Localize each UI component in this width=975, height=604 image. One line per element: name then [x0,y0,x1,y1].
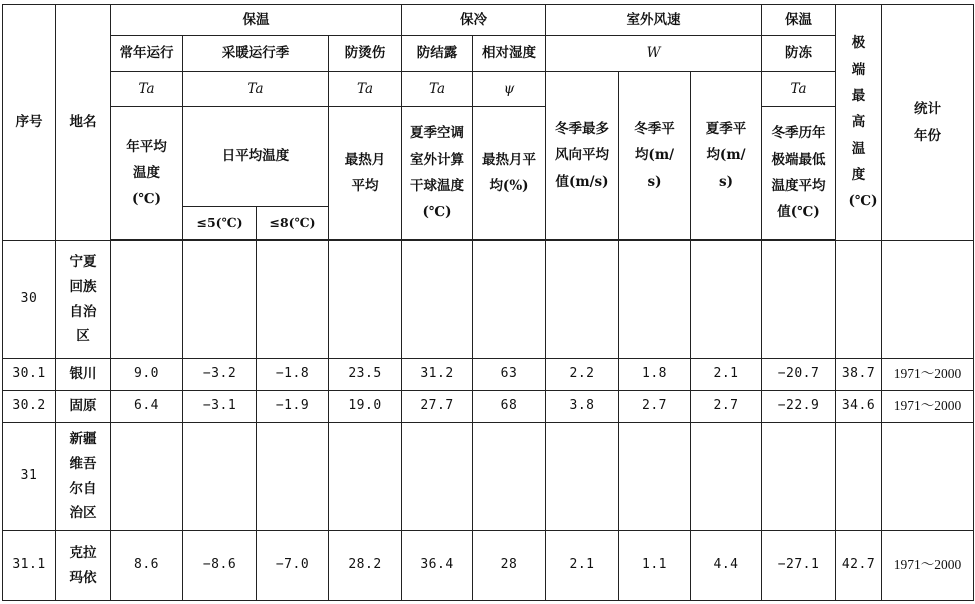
row-cell: 68 [473,391,546,423]
col-place-header: 地名 [56,5,111,241]
row-cell [619,423,691,531]
row-cell [691,241,762,359]
symbol-psi: ψ [473,72,546,107]
symbol-ta-scald: Ta [329,72,402,107]
row-place [56,391,111,423]
row-cell [836,241,882,359]
symbol-ta-dew: Ta [402,72,473,107]
desc-daily: 日平均温度 [183,107,329,207]
desc-summer-ac-text: 夏季空调室外计算干球温度(℃) [410,125,464,221]
desc-winter-min-text: 冬季历年极端最低温度平均值(℃) [771,125,826,221]
row-cell [473,423,546,531]
table-row [3,241,974,359]
symbol-ta-heating: Ta [183,72,329,107]
row-cell: 8.6 [111,531,183,601]
row-cell [882,241,974,359]
desc-hottest-humidity-text: 最热月平均(%) [482,151,536,194]
row-cell: 2.2 [546,359,619,391]
sub-humidity: 相对湿度 [473,36,546,72]
row-cell: −8.6 [183,531,257,601]
row-cell: −3.1 [183,391,257,423]
table-row [3,531,974,601]
row-cell [882,423,974,531]
col-years-header [882,5,974,241]
row-place-text: 银川 [69,366,97,383]
table-row [3,359,974,391]
row-cell [257,423,329,531]
sub-normal-run: 常年运行 [111,36,183,72]
col-seq-header: 序号 [3,5,56,241]
row-cell: 1971～2000 [882,359,974,391]
years-header-text: 统计年份 [914,101,942,144]
row-seq: 31 [3,423,56,531]
desc-hottest-humidity [473,107,546,240]
sub-heating: 采暖运行季 [183,36,329,72]
row-cell [762,423,836,531]
row-cell: 19.0 [329,391,402,423]
row-cell: 2.1 [691,359,762,391]
row-cell: 27.7 [402,391,473,423]
row-place [56,423,111,531]
group-insulation2-header: 保温 [762,5,836,36]
desc-summer-ac [402,107,473,240]
row-place-text: 固原 [69,398,97,415]
row-cell: 4.4 [691,531,762,601]
row-place [56,531,111,601]
desc-summer-avg [691,72,762,240]
row-cell: 34.6 [836,391,882,423]
row-place [56,241,111,359]
row-place-text: 克拉玛依 [69,545,97,586]
row-cell: −27.1 [762,531,836,601]
desc-annual-text: 年平均温度(℃) [126,138,167,208]
desc-le8: ≤8(℃) [257,207,329,240]
row-cell [111,241,183,359]
row-cell: 3.8 [546,391,619,423]
row-cell [762,241,836,359]
row-cell: −1.8 [257,359,329,391]
desc-winter-most-text: 冬季最多风向平均值(m/s) [555,121,609,190]
desc-hottest-month-text: 最热月平均 [344,151,386,194]
row-cell [183,241,257,359]
row-cell [619,241,691,359]
group-wind-header: 室外风速 [546,5,762,36]
row-cell [329,241,402,359]
row-cell [691,423,762,531]
row-cell: 36.4 [402,531,473,601]
row-cell: 9.0 [111,359,183,391]
climate-data-table [2,4,974,601]
row-cell [836,423,882,531]
row-cell [111,423,183,531]
symbol-ta-annual: Ta [111,72,183,107]
row-place-text: 新疆维吾尔自治区 [69,430,97,522]
row-cell [329,423,402,531]
row-cell: 38.7 [836,359,882,391]
row-cell: −20.7 [762,359,836,391]
sub-wind-symbol: W [546,36,762,72]
row-cell [546,423,619,531]
row-seq: 30.1 [3,359,56,391]
row-cell: 1971～2000 [882,391,974,423]
desc-annual [111,107,183,240]
row-seq: 30.2 [3,391,56,423]
desc-winter-avg-text: 冬季平均(m/s) [634,121,675,190]
row-cell [473,241,546,359]
row-cell: 1971～2000 [882,531,974,601]
row-cell [546,241,619,359]
col-extreme-header [836,5,882,241]
table-row [3,391,974,423]
desc-winter-min [762,107,836,240]
row-cell: 28 [473,531,546,601]
row-seq: 30 [3,241,56,359]
row-cell: 2.7 [619,391,691,423]
desc-winter-avg [619,72,691,240]
row-place-text: 宁夏回族自治区 [69,253,97,345]
desc-hottest-month [329,107,402,240]
row-cell [257,241,329,359]
row-seq: 31.1 [3,531,56,601]
sub-dew: 防结露 [402,36,473,72]
sub-scald: 防烫伤 [329,36,402,72]
row-cell: 28.2 [329,531,402,601]
row-cell: 2.1 [546,531,619,601]
extreme-header-text: 极端最高温度(℃) [848,35,878,210]
row-cell: 1.1 [619,531,691,601]
row-cell: 42.7 [836,531,882,601]
row-cell: 6.4 [111,391,183,423]
row-cell: 1.8 [619,359,691,391]
table-row [3,423,974,531]
row-cell: −3.2 [183,359,257,391]
symbol-ta-antifreeze: Ta [762,72,836,107]
row-cell: −22.9 [762,391,836,423]
desc-le5: ≤5(℃) [183,207,257,240]
row-cell [402,241,473,359]
row-place [56,359,111,391]
desc-winter-most [546,72,619,240]
row-cell [402,423,473,531]
row-cell: −1.9 [257,391,329,423]
row-cell: 63 [473,359,546,391]
table-body [3,241,974,601]
row-cell: 2.7 [691,391,762,423]
sub-antifreeze: 防冻 [762,36,836,72]
row-cell [183,423,257,531]
row-cell: −7.0 [257,531,329,601]
desc-summer-avg-text: 夏季平均(m/s) [705,121,747,190]
row-cell: 23.5 [329,359,402,391]
group-insulation-header: 保温 [111,5,402,36]
group-cold-header: 保冷 [402,5,546,36]
row-cell: 31.2 [402,359,473,391]
